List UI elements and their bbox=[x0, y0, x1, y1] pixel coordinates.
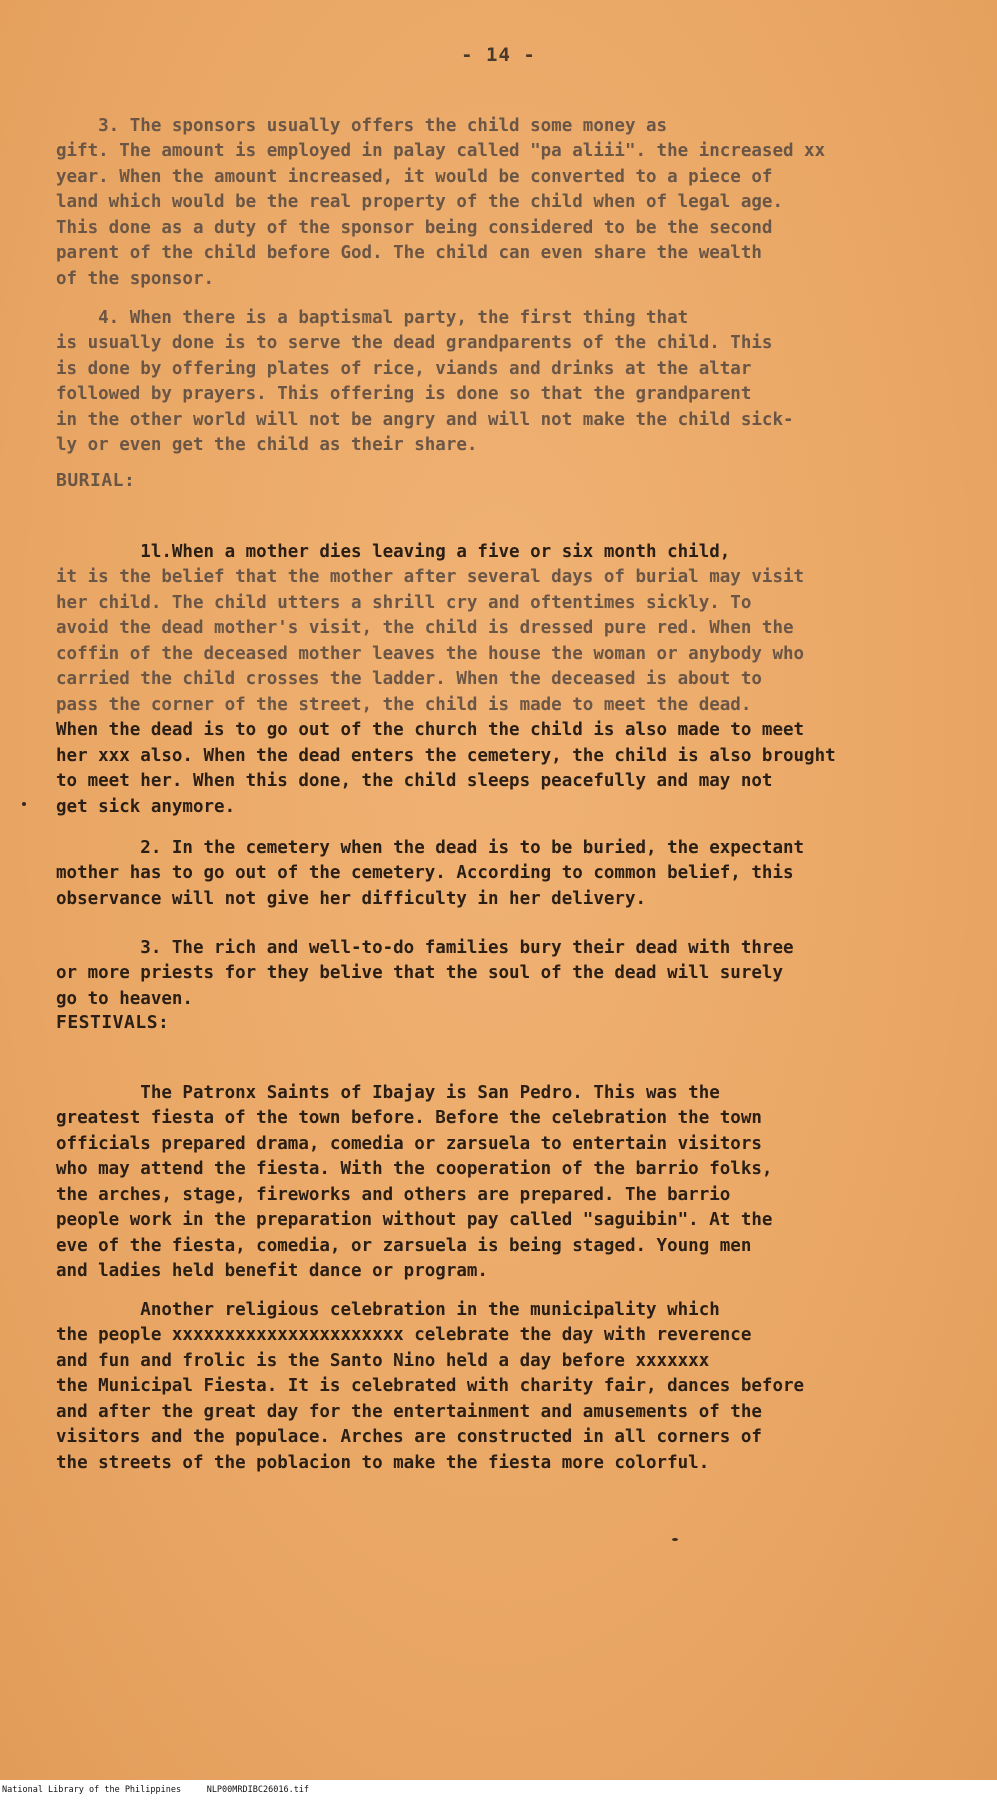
text-line: the people xxxxxxxxxxxxxxxxxxxxxx celebrate the day with reverence bbox=[56, 1325, 752, 1345]
text-line: 1l.When a mother dies leaving a five or six month child, bbox=[56, 541, 731, 562]
text-line: 3. The sponsors usually offers the child some money as bbox=[56, 115, 668, 136]
text-line: observance will not give her difficulty in her delivery. bbox=[56, 888, 647, 909]
text-line: her child. The child utters a shrill cry and oftentimes sickly. To bbox=[56, 592, 752, 613]
text-line: greatest fiesta of the town before. Before the celebration the town bbox=[56, 1108, 762, 1128]
text-line: and after the great day for the entertainment and amusements of the bbox=[56, 1401, 762, 1422]
text-line: officials prepared drama, comedia or zarsuela to entertain visitors bbox=[56, 1133, 762, 1154]
text-line: year. When the amount increased, it would be converted to a piece of bbox=[56, 166, 773, 187]
text-line: people work in the preparation without pay called "saguibin". At the bbox=[56, 1210, 773, 1230]
text-line: pass the corner of the street, the child is made to meet the dead. bbox=[56, 694, 752, 715]
text-line: 2. In the cemetery when the dead is to be buried, the expectant bbox=[56, 837, 805, 858]
text-line: is done by offering plates of rice, viands and drinks at the altar bbox=[56, 358, 752, 379]
text-line: her xxx also. When the dead enters the cemetery, the child is also brought bbox=[56, 745, 836, 766]
text-line: to meet her. When this done, the child sleeps peacefully and may not bbox=[56, 771, 773, 791]
text-line: go to heaven. bbox=[56, 988, 193, 1009]
text-line: 3. The rich and well-to-do families bury their dead with three bbox=[56, 937, 794, 958]
text-line: 4. When there is a baptismal party, the first thing that bbox=[56, 307, 689, 328]
text-line: and fun and frolic is the Santo Nino held a day before xxxxxxx bbox=[56, 1350, 710, 1371]
text-line: in the other world will not be angry and will not make the child sick- bbox=[56, 409, 794, 430]
text-line: it is the belief that the mother after several days of burial may visit bbox=[56, 567, 805, 587]
text-line: ly or even get the child as their share. bbox=[56, 435, 478, 455]
paragraph-baptismal-party bbox=[56, 280, 956, 484]
text-line: get sick anymore. bbox=[56, 796, 236, 817]
text-line: the arches, stage, fireworks and others are prepared. The barrio bbox=[56, 1184, 731, 1205]
text-line: the streets of the poblacion to make the fiesta more colorful. bbox=[56, 1452, 710, 1473]
paragraph-mother-dies bbox=[56, 514, 956, 846]
text-line: and ladies held benefit dance or program. bbox=[56, 1261, 488, 1281]
text-line: parent of the child before God. The child can even share the wealth bbox=[56, 243, 762, 263]
text-line: the Municipal Fiesta. It is celebrated with charity fair, dances before bbox=[56, 1376, 805, 1396]
text-line: land which would be the real property of the child when of legal age. bbox=[56, 192, 783, 212]
burial-heading: BURIAL: bbox=[56, 470, 136, 491]
paragraph-rich-families bbox=[56, 910, 956, 1038]
ink-speck bbox=[22, 802, 26, 806]
festivals-heading: FESTIVALS: bbox=[56, 1012, 170, 1033]
text-line: coffin of the deceased mother leaves the house the woman or anybody who bbox=[56, 643, 805, 664]
text-line: of the sponsor. bbox=[56, 268, 215, 289]
text-line: is usually done is to serve the dead grandparents of the child. This bbox=[56, 333, 773, 353]
text-line: gift. The amount is employed in palay called "pa aliii". the increased xx bbox=[56, 141, 826, 161]
text-line: When the dead is to go out of the church the child is also made to meet bbox=[56, 720, 805, 740]
text-line: mother has to go out of the cemetery. According to common belief, this bbox=[56, 863, 794, 883]
page-number: - 14 - bbox=[461, 44, 536, 66]
text-line: who may attend the fiesta. With the cooperation of the barrio folks, bbox=[56, 1159, 773, 1179]
text-line: The Patronx Saints of Ibajay is San Pedro. This was the bbox=[56, 1082, 720, 1103]
text-line: visitors and the populace. Arches are constructed in all corners of bbox=[56, 1427, 762, 1447]
text-line: Another religious celebration in the municipality which bbox=[56, 1299, 720, 1320]
text-line: carried the child crosses the ladder. When the deceased is about to bbox=[56, 669, 762, 689]
text-line: or more priests for they belive that the soul of the dead will surely bbox=[56, 963, 783, 983]
text-line: This done as a duty of the sponsor being considered to be the second bbox=[56, 217, 773, 238]
ink-speck bbox=[672, 1538, 678, 1541]
text-line: avoid the dead mother's visit, the child is dressed pure red. When the bbox=[56, 618, 794, 638]
archive-footer: National Library of the Philippines NLP00MRDIBC26016.tif bbox=[0, 1780, 997, 1800]
text-line: eve of the fiesta, comedia, or zarsuela is being staged. Young men bbox=[56, 1235, 752, 1256]
text-line: followed by prayers. This offering is done so that the grandparent bbox=[56, 384, 752, 404]
paragraph-santo-nino bbox=[56, 1272, 956, 1502]
